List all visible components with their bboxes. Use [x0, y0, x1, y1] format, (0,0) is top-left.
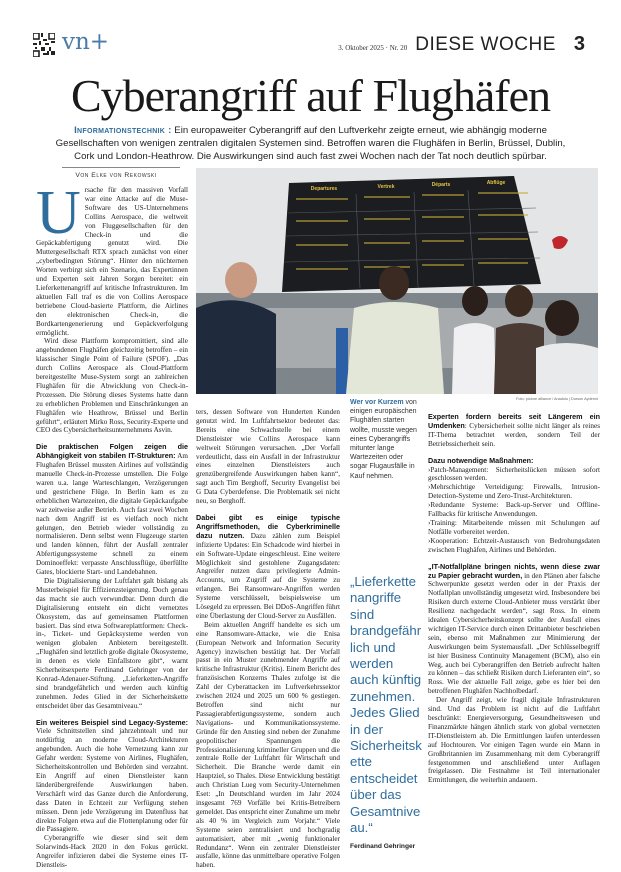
board-label-departures: Departures — [310, 186, 338, 192]
board-label-abfluege: Abflüge — [486, 180, 506, 186]
drop-cap: U — [36, 179, 81, 247]
paragraph-text: in den Plänen aber falsche Schwerpunkte gesetzt werden oder in der Praxis der Notfallplan unvollständig umgesetzt wird. Insbesondere bei Risiken durch externe Cloud-Anbieter muss verstärkt über Resilienz nachgedacht werden“, sagt Ross. In einem idealen Cybersicherheitskonzept sollte der Ausfall eines wichtigen IT-Service durch einen Drittanbieter beschrieben sein, ebenso mit Maßnahmen zur Minimierung der Auswirkungen beim Systemausfall. „Der Schlüsselbegriff ist hier Business Continuity Management (BCM), also ein Weg, auch bei Cyberangriffen den Betrieb aufrecht halten zu können – das schließt Risiken durch Lieferanten ein“, so Ross. Wie der aktuelle Fall zeige, gebe es hier bei den betroffenen Flughäfen Nachholbedarf. — [428, 571, 601, 696]
subheading — [428, 457, 600, 466]
photo-credit: Foto: picture alliance / Anadolu | Dursun Aydemir — [516, 397, 598, 401]
paragraph-text: rsache für den massiven Vorfall war eine Attacke auf die Muse-Software des US-Unternehmens Collins Aerospace, die weltweit von Fluggesellschaften für den Check-in und die Gepäckabfertigung genutzt wird. Die Muttergesellschaft RTX sprach zunächst von einer „cyberbedingten Störung“. Hinter den nüchternen Worten verbirgt sich ein Szenario, das Expertinnen und Experten seit Jahren Sorgen bereitet: ein Lieferkettenangriff auf kritische Infrastrukturen. Im aktuellen Fall traf es die von Collins Aerospace betriebene Cloud-basierte Plattform, die Airlines den elektronischen Check-in, die Bordkartengenerierung und Gepäckverfolgung ermöglicht. — [36, 186, 188, 337]
qr-code-graphic — [33, 33, 55, 57]
photo-caption — [350, 398, 420, 481]
paragraph: Cyberangriffe wie dieser sind seit dem Solarwinds-Hack 2020 in den Fokus gerückt. Angreifer infizieren dabei die Systeme eines IT-Dienstleis- — [36, 834, 188, 870]
article-column-1 — [36, 179, 188, 870]
masthead-right — [338, 33, 585, 56]
subheading: Dabei gibt es einige typische Angriffsmethoden, die Cyberkriminelle dazu nutzen. — [196, 512, 340, 540]
paragraph-text: Dazu zählen zum Beispiel infizierte Updates: Ein Schadcode wird hierbei in ein Software-Update eingeschleust. Eine weitere Möglichkeit sind gestohlene Zugangsdaten: Angreifer nutzen dazu privilegierte Admin-Accounts, um Zugriff auf die Systeme zu erlangen. Bei Ransomware-Angriffen werden Systeme verschlüsselt, beispielsweise um Lösegeld zu erpressen. Bei DDoS-Angriffen führt eine Überlastung der Cloud-Server zu Ausfällen. — [196, 531, 340, 620]
paragraph: Beim aktuellen Angriff handelte es sich um eine Ransomware-Attacke, wie die Enisa (European Network and Information Security Agency) inzwischen bestätigt hat. Der Vorfall passt in ein Muster zunehmender Angriffe auf kritische Infrastruktur (Kritis). Einem Bericht des französischen Konzerns Thales zufolge ist die Zahl der Cyberattacken im Luftverkehrssektor zwischen 2024 und 2025 um 600 % gestiegen. Betroffen sind nicht nur Passagierabfertigungssysteme, sondern auch Navigations- und Kommunikationssysteme. Gründe für den Anstieg sind neben der Zunahme geopolitischer Spannungen die Professionalisierung krimineller Gruppen und die zentrale Rolle der Luftfahrt für Wirtschaft und Sicherheit. Die Branche werde damit ein Hauptziel, so Thales. Diese Entwicklung bestätigt auch Christian Lueg vom Security-Unternehmen Eset: „In Deutschland wurden im Jahr 2024 insgesamt 769 Vorfälle bei Kritis-Betreibern gemeldet. Das entspricht einer Zunahme um mehr als 40 % im Vergleich zum Vorjahr.“ Viele Systeme seien zentralisiert und hochgradig automatisiert, aber mit „wenig funktionaler Redundanz“. Wenn ein zentraler Dienstleister ausfalle, könne das unmittelbare operative Folgen haben. — [196, 620, 340, 870]
article-column-3 — [428, 413, 600, 785]
subheading: „IT-Notfallpläne bringen nichts, wenn diese zwar zu Papier gebracht wurden, — [428, 561, 600, 580]
article-photo[interactable] — [196, 168, 598, 394]
lead-kicker: Informationstechnik : — [74, 125, 172, 136]
paragraph — [428, 563, 600, 697]
board-label-departs: Départs — [431, 182, 451, 188]
lead-text: Ein europaweiter Cyberangriff auf den Luftverkehr zeigte erneut, wie abhängig moderne Gesellschaften von wenigen zentralen digitalen Systemen sind. Betroffen waren die Flughäfen in Berlin, Brüssel, Dublin, Cork und London-Heathrow. Die Auswirkungen sind auch fast zwei Wochen nach der Tat noch deutlich spürbar. — [55, 125, 566, 163]
paragraph: ters, dessen Software von Hunderten Kunden genutzt wird. Im Luftfahrtsektor bedeutet das: Bereits eine Schwachstelle bei einem Dienstleister wie Collins Aerospace kann weltweit Störungen verursachen. „Der Vorfall verdeutlicht, dass ein Ausfall in der Infrastruktur eines einzelnen Dienstleisters auch grenzübergreifende Auswirkungen haben kann“, sagt auch Tim Berghoff, Security Evangelist bei G Data Cyberdefense. Die Problematik sei nicht neu, so Berghoff. — [196, 408, 340, 506]
section-title: DIESE WOCHE — [415, 34, 556, 55]
paragraph: Der Angriff zeigt, wie fragil digitale Infrastrukturen sind. Und das Problem ist nicht auf die Luftfahrt beschränkt: Energieversorgung, Gesundheitswesen und Finanzmärkte hängen ähnlich stark von global vernetzten IT-Dienstleistern ab. Die Ermittlungen laufen unterdessen auf Hochtouren. Vor einigen Tagen wurde ein Mann in Großbritannien im Zusammenhang mit dem Cyberangriff festgenommen und anschließend unter Auflagen freigelassen. Die Festnahme ist Teil internationaler Ermittlungen, die weiterhin andauern. — [428, 696, 600, 785]
dateline: 3. Oktober 2025 · Nr. 20 — [338, 44, 408, 52]
caption-text: von einigen europäischen Flughäfen starten wollte, musste wegen eines Cyberangriffs mitunter lange Wartezeiten oder sogar Flugausfälle in Kauf nehmen. — [350, 399, 417, 480]
measure-item: ›Kooperation: Echtzeit-Austausch von Bedrohungsdaten zwischen Flughäfen, Airlines und Behörden. — [428, 536, 600, 554]
paragraph — [196, 514, 340, 621]
byline-rule — [62, 167, 180, 168]
paragraph — [36, 443, 188, 577]
subheading: Ein weiteres Beispiel sind Legacy-Systeme: — [36, 717, 188, 727]
board-label-vertrek: Vertrek — [377, 184, 395, 190]
measure-item: ›Redundante Systeme: Back-up-Server und Offline-Fallbacks für kritische Anwendungen. — [428, 501, 600, 519]
byline: Von Elke von Rekowski — [75, 172, 157, 179]
qr-code-icon[interactable] — [33, 33, 55, 57]
lead-paragraph — [50, 124, 571, 164]
headline: Cyberangriff auf Flughäfen — [71, 70, 550, 121]
paragraph — [36, 179, 188, 337]
paragraph — [428, 413, 600, 449]
paragraph — [36, 719, 188, 835]
paragraph-text: Viele Schnittstellen sind jahrzehntealt und nur notdürftig an moderne Cloud-Architekturen angebunden. Auch die hohe Vernetzung kann zur Gefahr werden: Systeme von Airlines, Flughäfen, Sicherheitskontrollen und Behörden sind verzahnt. Ein Angriff auf einen Dienstleister kann länderübergreifende Auswirkungen haben. Verschärft wird das Ganze durch die Anforderung, dass Daten in Echtzeit zur Verfügung stehen müssen. Denn jede Verzögerung im Datenfluss hat direkte Folgen etwa auf die Flottenplanung oder für die Passagiere. — [36, 727, 188, 834]
brand-logo: vn+ — [62, 29, 110, 55]
subheading: Die praktischen Folgen zeigen die Abhängigkeit von stabilen IT-Strukturen: — [36, 442, 188, 461]
measure-item: ›Mehrschichtige Verteidigung: Firewalls, Intrusion-Detection-Systeme und Zero-Trust-Architekturen. — [428, 483, 600, 501]
paragraph: Die Digitalisierung der Luftfahrt galt bislang als Musterbeispiel für Effizienzsteigerung. Doch genau das macht sie auch verwundbar. Denn durch die Digitalisierung entsteht ein dicht vernetztes Ökosystem, das auf gemeinsamen Plattformen basiert. Das sind etwa Softwareplattformen: Check-in-, Ticket- und Gepäcksysteme werden von wenigen globalen Anbietern bereitgestellt. „Flughäfen sind letztlich große digitale Ökosysteme, in denen es viele Einfallstore gibt“, warnt Sicherheitsexperte Ferdinand Gehringer von der Konrad-Adenauer-Stiftung. „Lieferketten-Angriffe sind brandgefährlich und werden auch künftig zunehmen. Jedes Glied in der Sicherheitskette entscheidet über das Gesamtniveau.“ — [36, 576, 188, 710]
paragraph-text: : Cybersicherheit sollte nicht länger als reines IT-Thema betrachtet werden, sondern Teil der Betriebssicherheit sein. — [428, 421, 600, 448]
article-column-2 — [196, 408, 340, 870]
paragraph-text: Am Flughafen Brüssel mussten Airlines auf vollständig manuelle Check-in-Prozesse umstellen. Die Folge waren u.a. lange Warteschlangen, Verzögerungen und gestrichene Flüge. In Berlin kam es zu erheblichen Wartezeiten, die digitale Gepäckaufgabe war zeitweise außer Betrieb. Auch fast zwei Wochen nach dem Angriff ist es vielfach noch nicht gelungen, den Betrieb wieder vollständig zu normalisieren. Denn selbst wenn Flugzeuge starten und landen können, führt der Ausfall zentraler Abfertigungssysteme schnell zu einem Dominoeffekt: verpasste Anschlussflüge, überfüllte Gates, blockierte Start- und Landebahnen. — [36, 452, 188, 577]
airport-photo-illustration — [196, 168, 598, 394]
page-number: 3 — [573, 33, 585, 55]
subheading: Experten fordern bereits seit Längerem ein Umdenken — [428, 412, 600, 430]
measure-item: ›Training: Mitarbeitende müssen mit Schulungen auf Notfälle vorbereitet werden. — [428, 518, 600, 536]
pull-quote: „Lieferkettenangriffe sind brandgefährlich und werden auch künftig zunehmen. Jedes Glied in der Sicherheitskette entscheidet über das Gesamtniveau.“ — [350, 574, 422, 836]
pull-quote-author: Ferdinand Gehringer — [350, 843, 416, 850]
measure-item: ›Patch-Management: Sicherheitslücken müssen sofort geschlossen werden. — [428, 465, 600, 483]
paragraph: Wird diese Plattform kompromittiert, sind alle angebundenen Flughäfen gleichzeitig betroffen – ein klassischer Single Point of Failure (SPOF). „Das durch Collins Aerospace als Cloud-Plattform bereitgestellte Muse-System sorgt an zahlreichen Flughäfen für die Abwicklung von Check-in-Prozessen. Die Störung dieses Systems hatte dann zu erheblichen Problemen und Einschränkungen an Flughäfen wie Heathrow, Brüssel und Berlin geführt“, erläutert Mirko Ross, Security-Experte und CEO des Cybersicherheitsunternehmens Asvin. — [36, 337, 188, 435]
caption-lead: Wer vor Kurzem — [350, 399, 404, 406]
subheading-text: Dazu notwendige Maßnahmen: — [428, 455, 534, 465]
